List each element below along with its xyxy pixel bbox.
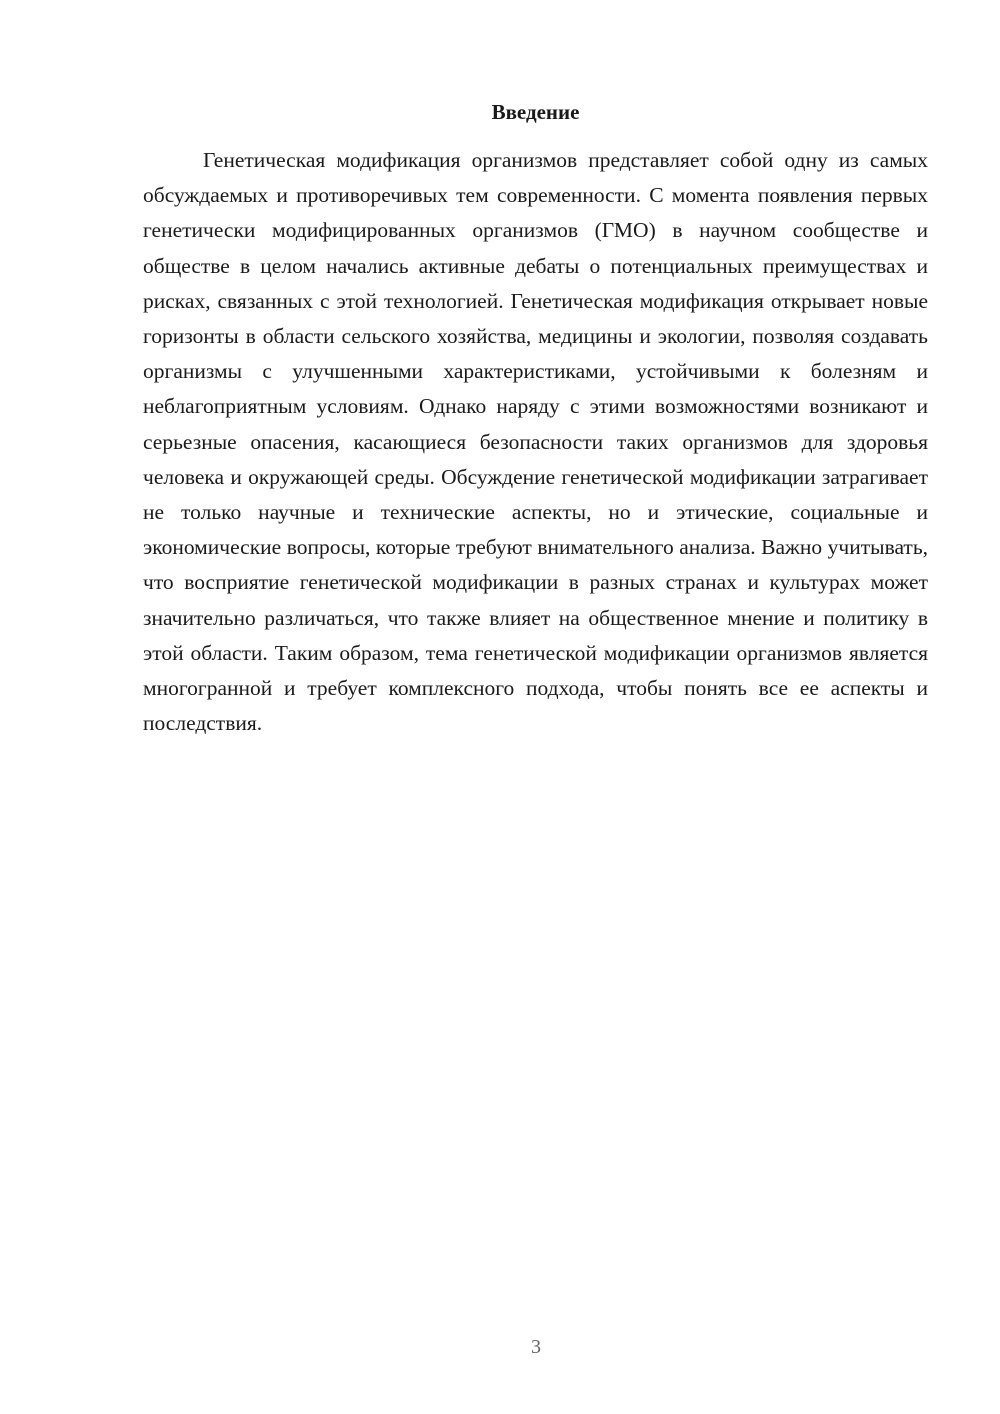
body-paragraph: Генетическая модификация организмов представляет собой одну из самых обсуждаемых и противоречивых тем современности. С момента появления первых генетически модифицированных организмов (ГМО) в научном сообществе и обществе в целом начались активные дебаты о потенциальных преимуществах и рисках, связанных с этой технологией. Генетическая модификация открывает новые горизонты в области сельского хозяйства, медицины и экологии, позволяя создавать организмы с улучшенными характеристиками, устойчивыми к болезням и неблагоприятным условиям. Однако наряду с этими возможностями возникают и серьезные опасения, касающиеся безопасности таких организмов для здоровья человека и окружающей среды. Обсуждение генетической модификации затрагивает не только научные и технические аспекты, но и этические, социальные и экономические вопросы, которые требуют внимательного анализа. Важно учитывать, что восприятие генетической модификации в разных странах и культурах может значительно различаться, что также влияет на общественное мнение и политику в этой области. Таким образом, тема генетической модификации организмов является многогранной и требует комплексного подхода, чтобы понять все ее аспекты и последствия. <box>143 148 928 736</box>
section-heading: Введение <box>491 100 580 124</box>
page-number: 3 <box>531 1336 541 1358</box>
